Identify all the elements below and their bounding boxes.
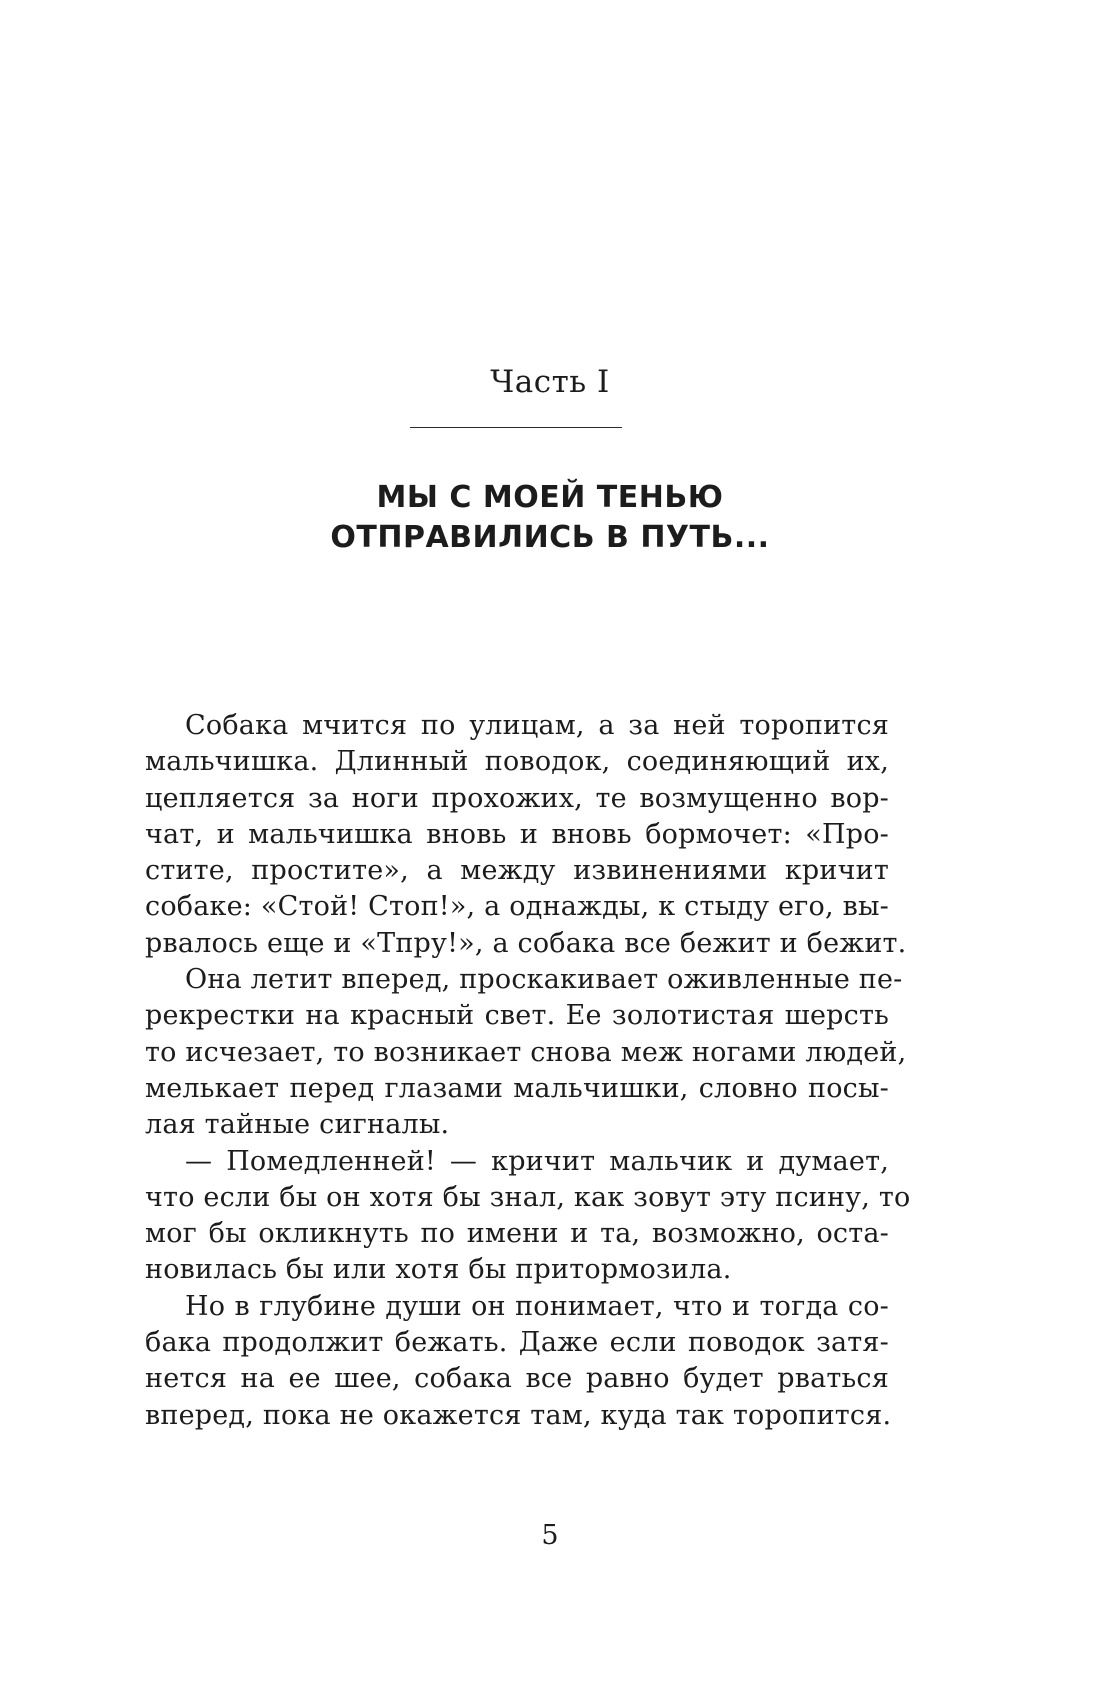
chapter-title-line-2: ОТПРАВИЛИСЬ В ПУТЬ... [330,520,770,555]
part-label: Часть I [490,364,610,400]
paragraph-1 [145,708,907,962]
paragraph-2 [145,962,907,1143]
chapter-title-line-1: МЫ С МОЕЙ ТЕНЬЮ [376,480,724,515]
paragraph-3 [145,1144,911,1289]
text-line: вперед, пока не окажется там, куда так торопится. [145,1399,892,1431]
page-number: 5 [541,1520,559,1551]
text-line: то исчезает, то возникает снова меж ногами людей, [145,1036,907,1068]
text-line: рекрестки на красный свет. Ее золотистая шерсть [145,1000,889,1032]
text-line: мог бы окликнуть по имени и та, возможно, оста- [145,1218,889,1250]
text-line: рвалось еще и «Тпру!», а собака все бежит и бежит. [145,927,907,959]
text-line: новилась бы или хотя бы притормозила. [145,1254,732,1286]
text-line: собаке: «Стой! Стоп!», а однажды, к стыду его, вы- [145,891,889,923]
text-line: цепляется за ноги прохожих, те возмущенно вор- [145,782,889,814]
text-line: стите, простите», а между извинениями кричит [145,855,889,887]
text-line: чат, и мальчишка вновь и вновь бормочет: «Про- [145,818,889,850]
text-line: — Помедленней! — кричит мальчик и думает, [185,1145,889,1177]
text-line: мальчишка. Длинный поводок, соединяющий их, [145,746,889,778]
text-line: бака продолжит бежать. Даже если поводок затя- [145,1327,889,1359]
text-line: Она летит вперед, проскакивает оживленные пе- [185,964,903,996]
part-divider-rule [410,427,622,428]
text-line: лая тайные сигналы. [145,1109,450,1141]
chapter-title [0,478,1100,558]
body-text [145,708,911,1434]
text-line: нется на ее шее, собака все равно будет рваться [145,1363,889,1395]
paragraph-4 [145,1289,892,1434]
text-line: мелькает перед глазами мальчишки, словно посы- [145,1072,889,1104]
text-line: что если бы он хотя бы знал, как зовут эту псину, то [145,1181,911,1213]
text-line: Собака мчится по улицам, а за ней торопится [185,710,889,741]
text-line: Но в глубине души он понимает, что и тогда со- [185,1290,889,1322]
